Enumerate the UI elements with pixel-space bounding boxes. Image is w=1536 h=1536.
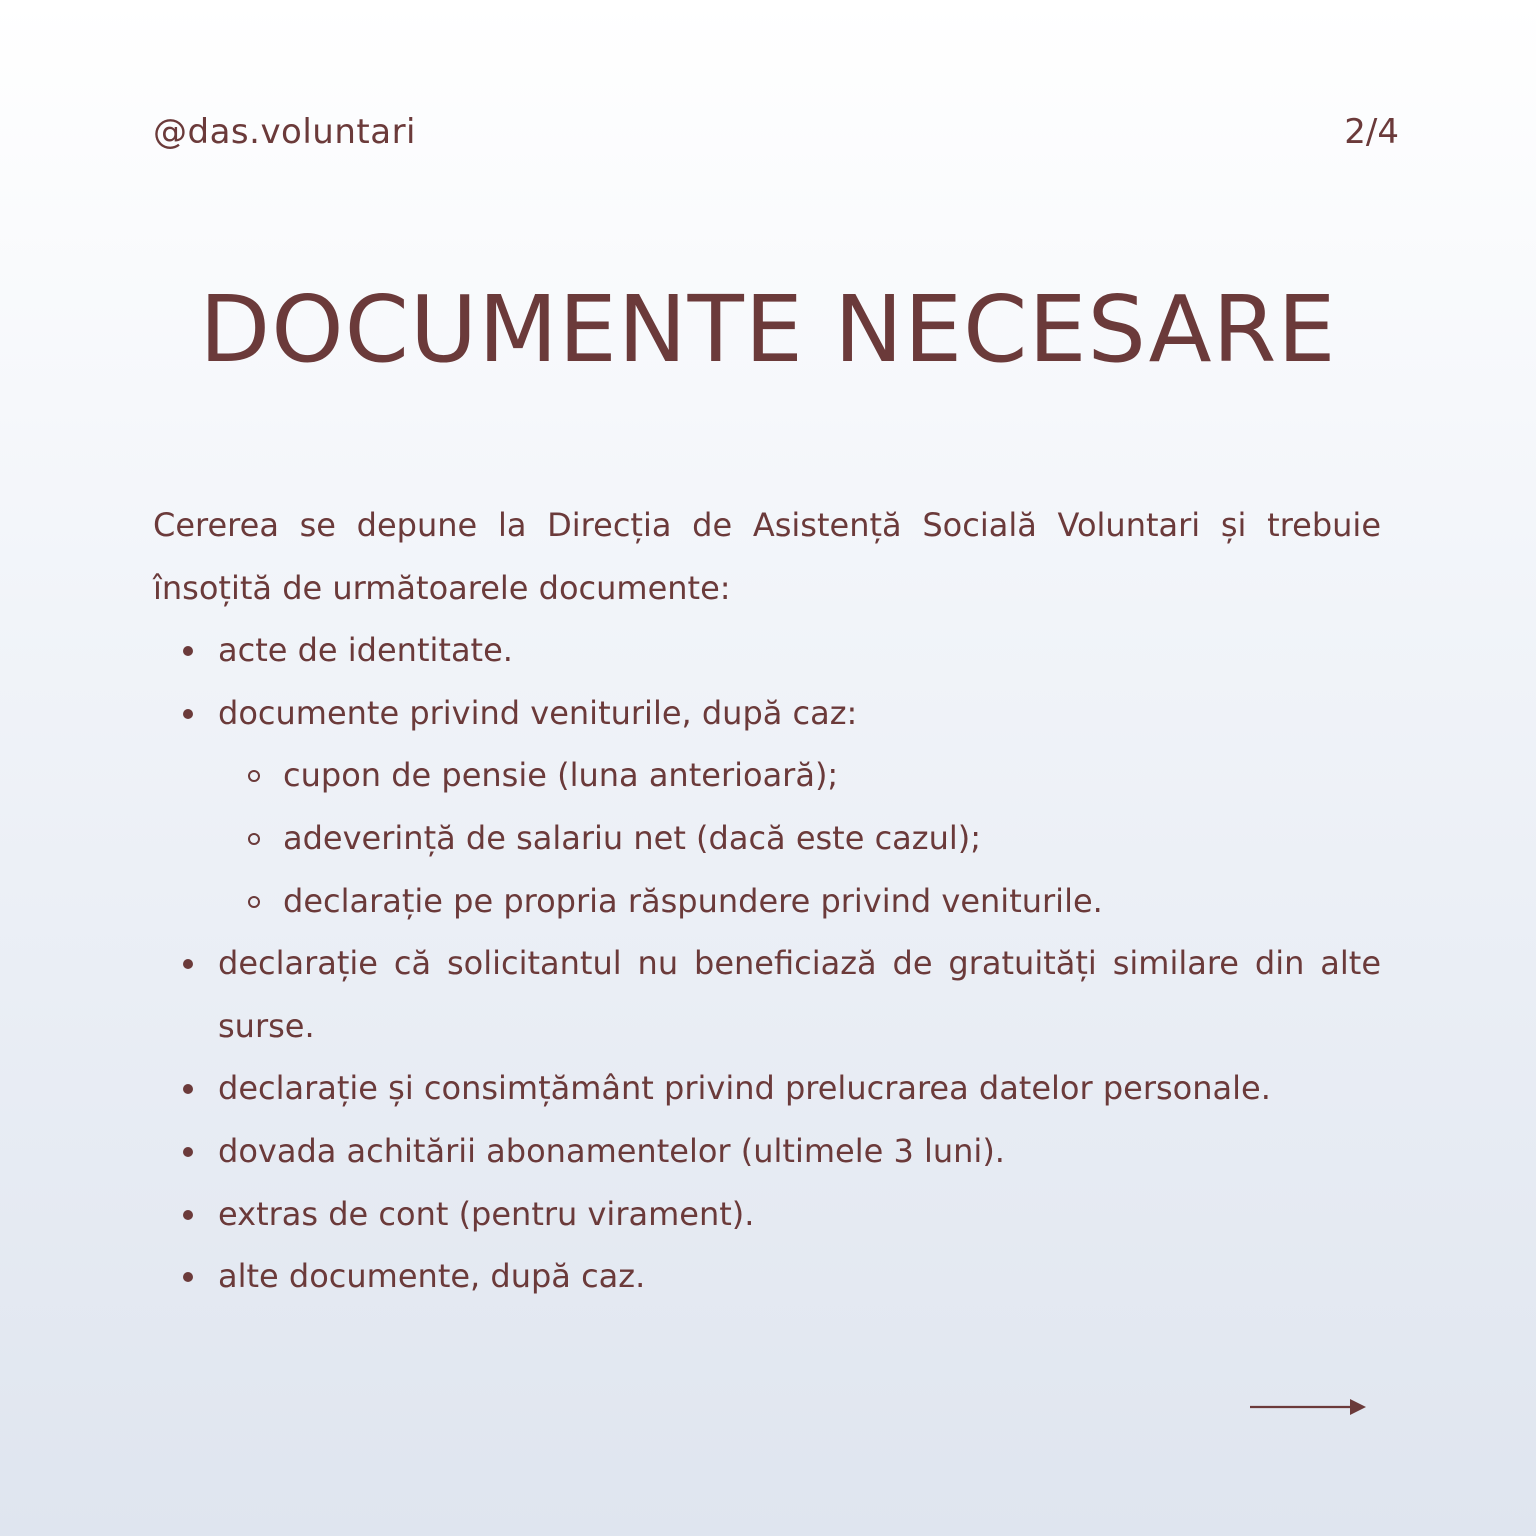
list-item bbox=[153, 932, 1381, 1057]
income-documents-sublist bbox=[218, 744, 1381, 932]
circle-bullet-icon bbox=[248, 833, 260, 845]
bullet-icon bbox=[183, 1210, 193, 1220]
sublist-item-text: adeverință de salariu net (dacă este cazul); bbox=[283, 818, 982, 857]
list-item bbox=[153, 619, 1381, 682]
bullet-icon bbox=[183, 1147, 193, 1157]
page-title: DOCUMENTE NECESARE bbox=[199, 276, 1337, 383]
circle-bullet-icon bbox=[248, 770, 260, 782]
sublist-item bbox=[218, 744, 1381, 807]
intro-paragraph: Cererea se depune la Direcția de Asistență Socială Voluntari și trebuie însoțită de următoarele documente: bbox=[153, 506, 1381, 607]
sublist-item-text: declarație pe propria răspundere privind veniturile. bbox=[283, 881, 1103, 920]
arrow-right-icon[interactable] bbox=[1248, 1394, 1368, 1420]
list-item bbox=[153, 1245, 1381, 1308]
list-item-text: documente privind veniturile, după caz: bbox=[218, 693, 858, 732]
document-requirements bbox=[153, 494, 1381, 1308]
list-item-text: alte documente, după caz. bbox=[218, 1257, 646, 1296]
list-item bbox=[153, 1120, 1381, 1183]
bullet-icon bbox=[183, 646, 193, 656]
list-item bbox=[153, 682, 1381, 932]
sublist-item bbox=[218, 870, 1381, 933]
page-indicator: 2/4 bbox=[1344, 112, 1399, 152]
list-item-text: declarație și consimțământ privind prelucrarea datelor personale. bbox=[218, 1069, 1271, 1108]
list-item-text: acte de identitate. bbox=[218, 631, 513, 670]
list-item-text: extras de cont (pentru virament). bbox=[218, 1194, 755, 1233]
list-item bbox=[153, 1183, 1381, 1246]
list-item-text: declarație că solicitantul nu beneficiază de gratuități similare din alte surse. bbox=[218, 944, 1381, 1045]
circle-bullet-icon bbox=[248, 896, 260, 908]
sublist-item bbox=[218, 807, 1381, 870]
documents-list bbox=[153, 619, 1381, 1308]
bullet-icon bbox=[183, 1084, 193, 1094]
sublist-item-text: cupon de pensie (luna anterioară); bbox=[283, 756, 839, 795]
account-handle: @das.voluntari bbox=[153, 112, 416, 152]
list-item-text: dovada achitării abonamentelor (ultimele 3 luni). bbox=[218, 1131, 1005, 1170]
list-item bbox=[153, 1057, 1381, 1120]
bullet-icon bbox=[183, 1272, 193, 1282]
bullet-icon bbox=[183, 709, 193, 719]
bullet-icon bbox=[183, 959, 193, 969]
